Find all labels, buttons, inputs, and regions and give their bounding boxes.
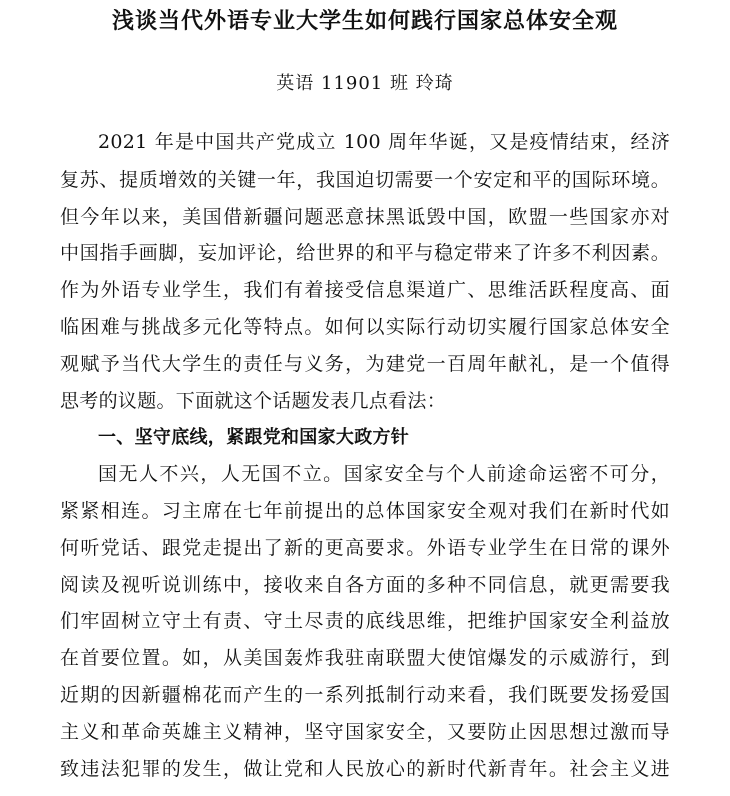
paragraph-line: 近期的因新疆棉花而产生的一系列抵制行动来看，我们既要发扬爱国: [60, 684, 670, 706]
paragraph-line: 临困难与挑战多元化等特点。如何以实际行动切实履行国家总体安全: [60, 316, 670, 338]
paragraph-line: 但今年以来，美国借新疆问题恶意抹黑诋毁中国，欧盟一些国家亦对: [60, 206, 670, 228]
paragraph-line: 阅读及视听说训练中，接收来自各方面的多种不同信息，就更需要我: [60, 574, 670, 596]
paragraph-line: 国无人不兴，人无国不立。国家安全与个人前途命运密不可分，: [98, 463, 670, 485]
author-byline: 英语 11901 班 玲琦: [276, 73, 454, 94]
paragraph-line: 观赋予当代大学生的责任与义务，为建党一百周年献礼，是一个值得: [60, 353, 670, 375]
paragraph-line: 2021 年是中国共产党成立 100 周年华诞，又是疫情结束，经济: [98, 131, 670, 153]
page-title: 浅谈当代外语专业大学生如何践行国家总体安全观: [111, 9, 618, 34]
paragraph-line: 紧紧相连。习主席在七年前提出的总体国家安全观对我们在新时代如: [60, 500, 670, 522]
paragraph-line: 中国指手画脚，妄加评论，给世界的和平与稳定带来了许多不利因素。: [60, 242, 670, 264]
section-heading: 一、坚守底线，紧跟党和国家大政方针: [98, 427, 410, 448]
paragraph-line: 作为外语专业学生，我们有着接受信息渠道广、思维活跃程度高、面: [60, 279, 670, 301]
paragraph-line: 致违法犯罪的发生，做让党和人民放心的新时代新青年。社会主义进: [60, 758, 670, 780]
paragraph-line: 何听党话、跟党走提出了新的更高要求。外语专业学生在日常的课外: [60, 537, 670, 559]
paragraph-line: 复苏、提质增效的关键一年，我国迫切需要一个安定和平的国际环境。: [60, 169, 670, 191]
paragraph-line: 在首要位置。如，从美国轰炸我驻南联盟大使馆爆发的示威游行，到: [60, 647, 670, 669]
paragraph-line: 思考的议题。下面就这个话题发表几点看法：: [60, 390, 447, 412]
paragraph-line: 们牢固树立守土有责、守土尽责的底线思维，把维护国家安全利益放: [60, 610, 670, 632]
paragraph-line: 主义和革命英雄主义精神，坚守国家安全，又要防止因思想过激而导: [60, 721, 670, 743]
